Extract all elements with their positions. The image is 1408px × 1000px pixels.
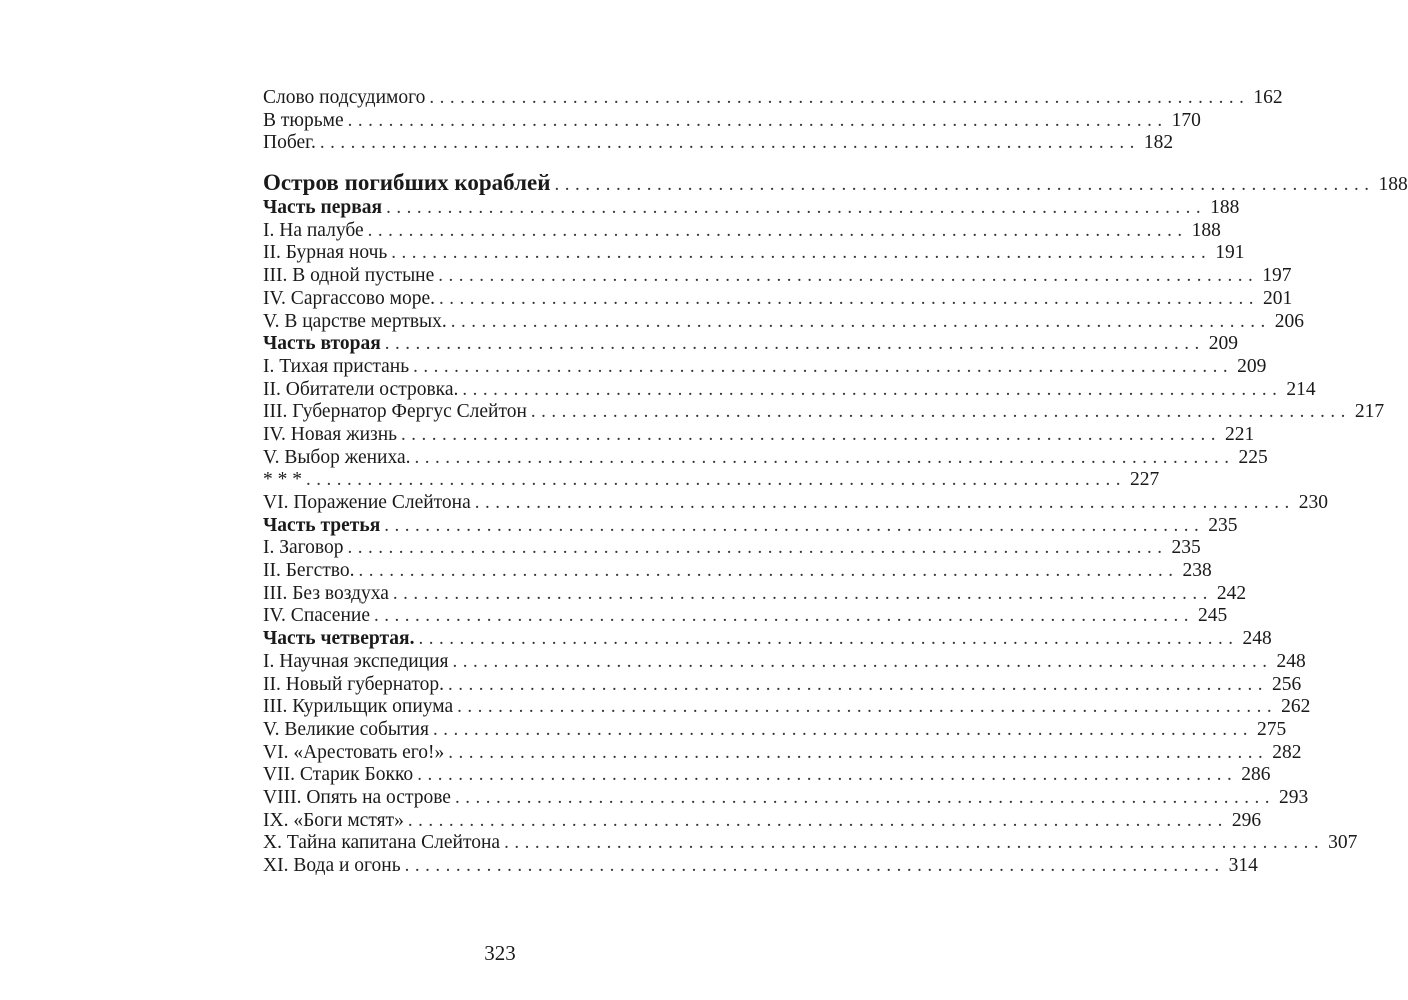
- toc-entry-page: 197: [1262, 265, 1292, 287]
- toc-entry-page: 188: [1210, 197, 1240, 219]
- dot-leader: ................................................................................: [450, 310, 1271, 332]
- toc-entry-label: IV. Спасение: [263, 605, 370, 627]
- toc-entry-label: Часть четвертая.: [263, 628, 415, 650]
- toc-entry-label: I. Тихая пристань: [263, 355, 410, 377]
- toc-entry-label: X. Тайна капитана Слейтона: [263, 832, 501, 854]
- toc-entry-page: 314: [1228, 855, 1258, 876]
- toc-entry-label: VIII. Опять на острове: [263, 786, 451, 808]
- dot-leader: ................................................................................: [447, 673, 1268, 695]
- toc-entry-label: III. В одной пустыне: [263, 265, 435, 287]
- toc-entry: [263, 355, 1267, 379]
- dot-leader: ................................................................................: [358, 560, 1179, 582]
- toc-entry-page: 209: [1237, 355, 1267, 377]
- dot-leader: ................................................................................: [392, 582, 1213, 604]
- toc-entry-page: 235: [1208, 514, 1238, 536]
- toc-entry-label: Остров погибших кораблей: [263, 170, 551, 196]
- toc-entry-page: 248: [1242, 628, 1272, 650]
- dot-leader: ................................................................................: [462, 378, 1283, 400]
- dot-leader: ................................................................................: [384, 514, 1205, 536]
- toc-part-heading: [263, 514, 1238, 538]
- toc-part-heading: [263, 628, 1272, 651]
- toc-entry-page: 307: [1328, 832, 1358, 854]
- toc-entry-label: Слово подсудимого: [263, 87, 426, 108]
- dot-leader: ................................................................................: [407, 809, 1228, 831]
- toc-entry-page: 221: [1225, 423, 1255, 445]
- toc-entry-label: V. Выбор жениха.: [263, 446, 411, 468]
- toc-entry: [263, 446, 1268, 470]
- toc-entry-page: 188: [1191, 219, 1221, 241]
- toc-entry-label: IV. Новая жизнь: [263, 423, 398, 445]
- dot-leader: ................................................................................: [417, 764, 1238, 786]
- toc-entry-label: Часть вторая: [263, 333, 381, 355]
- toc-entry-label: В тюрьме: [263, 109, 344, 131]
- toc-entry-label: VI. «Арестовать его!»: [263, 741, 445, 763]
- toc-entry-label: Часть первая: [263, 197, 383, 219]
- dot-leader: ................................................................................: [373, 605, 1194, 627]
- toc-entry: [263, 605, 1228, 628]
- dot-leader: ................................................................................: [452, 650, 1273, 672]
- toc-entry-label: IV. Саргассово море.: [263, 287, 436, 309]
- toc-entry: [263, 650, 1306, 674]
- dot-leader: ................................................................................: [414, 446, 1235, 468]
- toc-entry-label: III. Губернатор Фергус Слейтон: [263, 401, 527, 423]
- toc-entry-label: I. Заговор: [263, 537, 344, 559]
- toc-entry: [263, 582, 1247, 606]
- toc-entry-label: I. На палубе: [263, 219, 364, 241]
- toc-entry: [263, 855, 1258, 878]
- dot-leader: ................................................................................: [432, 718, 1253, 740]
- toc-entry-page: 282: [1272, 741, 1302, 763]
- toc-entry: [263, 423, 1255, 447]
- toc-entry: [263, 242, 1245, 265]
- toc-entry-page: 262: [1281, 696, 1311, 718]
- table-of-contents: [263, 87, 1408, 878]
- toc-section-title: [263, 169, 1408, 197]
- toc-entry-label: Часть третья: [263, 514, 381, 536]
- toc-entry-page: 286: [1241, 764, 1271, 786]
- toc-entry: [263, 786, 1309, 810]
- toc-entry: [263, 132, 1174, 155]
- dot-leader: ................................................................................: [347, 109, 1168, 131]
- toc-entry-label: II. Новый губернатор.: [263, 673, 444, 695]
- toc-entry-label: V. В царстве мертвых.: [263, 310, 447, 332]
- dot-leader: ................................................................................: [448, 741, 1269, 763]
- dot-leader: ................................................................................: [457, 696, 1278, 718]
- toc-entry-label: * * *: [263, 469, 302, 491]
- toc-entry-page: 209: [1208, 333, 1238, 355]
- toc-entry-page: 225: [1238, 446, 1268, 468]
- toc-entry-page: 170: [1171, 109, 1201, 131]
- toc-entry-page: 238: [1182, 560, 1212, 582]
- toc-entry-page: 162: [1253, 87, 1283, 108]
- dot-leader: ................................................................................: [386, 197, 1207, 219]
- dot-leader: ................................................................................: [438, 265, 1259, 287]
- toc-entry-page: 296: [1231, 809, 1262, 831]
- toc-entry-page: 230: [1298, 492, 1329, 513]
- dot-leader: ................................................................................: [413, 355, 1234, 377]
- toc-entry-page: 201: [1263, 287, 1293, 309]
- toc-entry-page: 245: [1197, 605, 1228, 627]
- toc-part-heading: [263, 333, 1238, 356]
- dot-leader: ................................................................................: [319, 132, 1140, 154]
- dot-leader: ................................................................................: [367, 219, 1188, 241]
- toc-entry: [263, 537, 1201, 560]
- toc-entry: [263, 378, 1316, 402]
- dot-leader: ................................................................................: [391, 242, 1212, 264]
- page-number: 323: [484, 941, 516, 965]
- dot-leader: ................................................................................: [404, 855, 1225, 876]
- toc-part-heading: [263, 197, 1240, 220]
- dot-leader: ................................................................................: [429, 87, 1250, 108]
- toc-entry: [263, 673, 1302, 697]
- toc-entry: [263, 696, 1311, 719]
- toc-entry-page: 206: [1274, 310, 1305, 332]
- toc-entry-page: 227: [1130, 469, 1160, 491]
- toc-entry-page: 235: [1171, 537, 1201, 559]
- toc-entry: [263, 219, 1221, 243]
- toc-entry-label: III. Без воздуха: [263, 582, 389, 604]
- dot-leader: ................................................................................: [384, 333, 1205, 355]
- toc-entry-label: V. Великие события: [263, 718, 429, 740]
- toc-entry: [263, 560, 1212, 583]
- toc-entry-page: 182: [1143, 132, 1174, 154]
- toc-entry-page: 275: [1256, 718, 1287, 740]
- toc-entry: [263, 265, 1292, 288]
- dot-leader: ................................................................................: [504, 832, 1325, 854]
- dot-leader: ................................................................................: [401, 423, 1222, 445]
- dot-leader: ................................................................................: [418, 628, 1239, 650]
- toc-entry: [263, 832, 1358, 855]
- toc-entry-label: VII. Старик Бокко: [263, 764, 414, 786]
- toc-entry-page: 214: [1286, 378, 1316, 400]
- dot-leader: ................................................................................: [474, 492, 1295, 513]
- toc-entry: [263, 109, 1201, 133]
- toc-entry-label: II. Бурная ночь: [263, 242, 388, 264]
- toc-entry: [263, 310, 1305, 334]
- dot-leader: ................................................................................: [454, 786, 1275, 808]
- dot-leader: ................................................................................: [306, 469, 1126, 491]
- toc-entry: [263, 287, 1293, 311]
- toc-entry-page: 293: [1278, 786, 1309, 808]
- toc-entry-label: II. Бегство.: [263, 560, 355, 582]
- toc-entry-page: 242: [1216, 582, 1247, 604]
- toc-entry: [263, 87, 1283, 110]
- toc-entry-label: III. Курильщик опиума: [263, 696, 454, 718]
- toc-entry: [263, 718, 1287, 742]
- toc-entry: [263, 469, 1160, 492]
- toc-entry-page: 191: [1215, 242, 1245, 264]
- toc-entry-page: 217: [1354, 401, 1385, 423]
- dot-leader: ................................................................................: [530, 401, 1351, 423]
- toc-entry-label: XI. Вода и огонь: [263, 855, 401, 876]
- dot-leader: ................................................................................: [554, 174, 1375, 196]
- toc-entry-label: Побег.: [263, 132, 316, 154]
- toc-entry-label: VI. Поражение Слейтона: [263, 492, 471, 513]
- toc-entry-page: 256: [1271, 673, 1302, 695]
- toc-entry: [263, 741, 1302, 765]
- dot-leader: ................................................................................: [347, 537, 1168, 559]
- toc-entry: [263, 492, 1329, 515]
- toc-entry-label: I. Научная экспедиция: [263, 650, 449, 672]
- toc-entry-label: II. Обитатели островка.: [263, 378, 459, 400]
- toc-entry: [263, 809, 1262, 833]
- toc-entry-label: IX. «Боги мстят»: [263, 809, 404, 831]
- toc-entry: [263, 401, 1385, 424]
- toc-entry-page: 248: [1276, 650, 1306, 672]
- toc-entry: [263, 764, 1271, 787]
- dot-leader: ................................................................................: [439, 287, 1260, 309]
- toc-entry-page: 188: [1378, 174, 1408, 196]
